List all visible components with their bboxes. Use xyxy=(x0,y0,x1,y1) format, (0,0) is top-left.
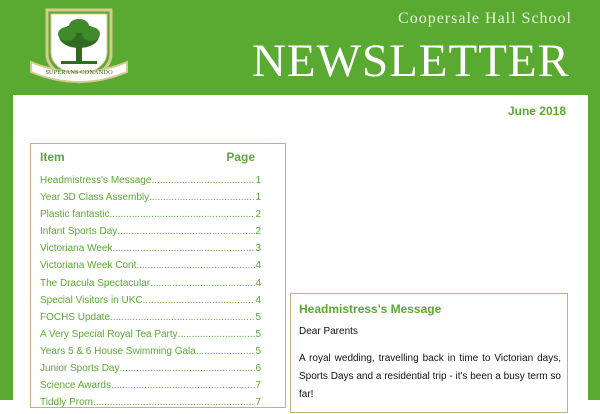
message-body: A royal wedding, travelling back in time to Victorian days, Sports Days and a residential trip - it's been a busy term so far! xyxy=(299,353,561,400)
toc-entry-title: A Very Special Royal Tea Party xyxy=(40,328,178,340)
toc-entry-page: 2 xyxy=(255,226,261,238)
toc-entry-page: 5 xyxy=(255,311,261,323)
toc-entry-leader xyxy=(93,397,255,408)
toc-entry-page: 6 xyxy=(255,363,261,375)
toc-entry-page: 3 xyxy=(255,243,261,255)
toc-entry-title: Headmistress's Message xyxy=(40,175,152,186)
issue-date: June 2018 xyxy=(507,104,566,118)
toc-entry-page: 4 xyxy=(255,260,261,272)
toc-entry-page: 4 xyxy=(255,277,261,289)
toc-entry-title: The Dracula Spectacular xyxy=(40,277,151,289)
toc-entry-title: Years 5 & 6 House Swimming Gala xyxy=(40,345,196,357)
toc-entry-leader xyxy=(109,209,255,220)
toc-entry-leader xyxy=(112,243,255,254)
toc-entry[interactable] xyxy=(40,312,261,329)
toc-entry[interactable] xyxy=(40,278,261,295)
toc-entry-leader xyxy=(136,260,255,271)
toc-entry-leader xyxy=(178,329,256,340)
toc-entry[interactable] xyxy=(40,260,261,277)
toc-entry-page: 1 xyxy=(255,175,261,186)
toc-entry[interactable] xyxy=(40,226,261,243)
toc-entry-page: 7 xyxy=(255,380,261,392)
headmistress-message-box xyxy=(290,293,568,413)
toc-entry[interactable] xyxy=(40,363,261,380)
toc-entry-leader xyxy=(151,175,255,186)
toc-entry[interactable] xyxy=(40,192,261,209)
toc-list xyxy=(40,175,261,414)
toc-entry-page: 5 xyxy=(255,345,261,357)
toc-entry[interactable] xyxy=(40,209,261,226)
toc-entry-leader xyxy=(196,346,256,357)
toc-entry-page: 5 xyxy=(255,328,261,340)
toc-entry-title: Junior Sports Day xyxy=(40,363,120,375)
toc-entry-title: Science Awards xyxy=(40,380,111,392)
toc-entry-title: Victoriana Week xyxy=(40,243,113,255)
message-title: Headmistress's Message xyxy=(299,302,442,316)
toc-entry-leader xyxy=(117,226,255,237)
school-crest-logo xyxy=(27,6,131,86)
newsletter-title: NEWSLETTER xyxy=(251,35,570,87)
svg-text:SUPERANS CONANDO: SUPERANS CONANDO xyxy=(45,69,113,76)
toc-entry-page: 4 xyxy=(255,294,261,306)
toc-entry-leader xyxy=(143,295,256,306)
toc-entry[interactable] xyxy=(40,346,261,363)
toc-entry[interactable] xyxy=(40,329,261,346)
toc-entry[interactable] xyxy=(40,380,261,397)
toc-entry-title: Tiddly Prom xyxy=(40,397,93,409)
toc-entry-page: 7 xyxy=(255,397,261,409)
toc-entry-leader xyxy=(110,312,255,323)
toc-heading-page: Page xyxy=(226,150,255,164)
toc-entry-title: Plastic fantastic xyxy=(40,209,110,221)
school-name: Coopersale Hall School xyxy=(398,10,572,27)
toc-entry-title: Special Visitors in UKC xyxy=(40,294,143,306)
toc-heading-item: Item xyxy=(40,150,65,164)
table-of-contents xyxy=(30,143,286,408)
toc-entry-leader xyxy=(149,192,255,203)
toc-entry-leader xyxy=(111,380,255,391)
toc-entry[interactable] xyxy=(40,175,261,192)
toc-entry-title: Infant Sports Day xyxy=(40,226,118,238)
toc-entry-title: Victoriana Week Cont xyxy=(40,260,137,272)
toc-entry-page: 1 xyxy=(255,192,261,204)
toc-entry-page: 2 xyxy=(255,209,261,221)
toc-entry-title: Year 3D Class Assembly xyxy=(40,192,150,204)
toc-entry[interactable] xyxy=(40,243,261,260)
toc-entry-leader xyxy=(119,363,255,374)
toc-entry-title: FOCHS Update xyxy=(40,311,111,323)
message-salutation: Dear Parents xyxy=(299,326,358,337)
toc-entry-leader xyxy=(150,278,255,289)
toc-entry[interactable] xyxy=(40,295,261,312)
